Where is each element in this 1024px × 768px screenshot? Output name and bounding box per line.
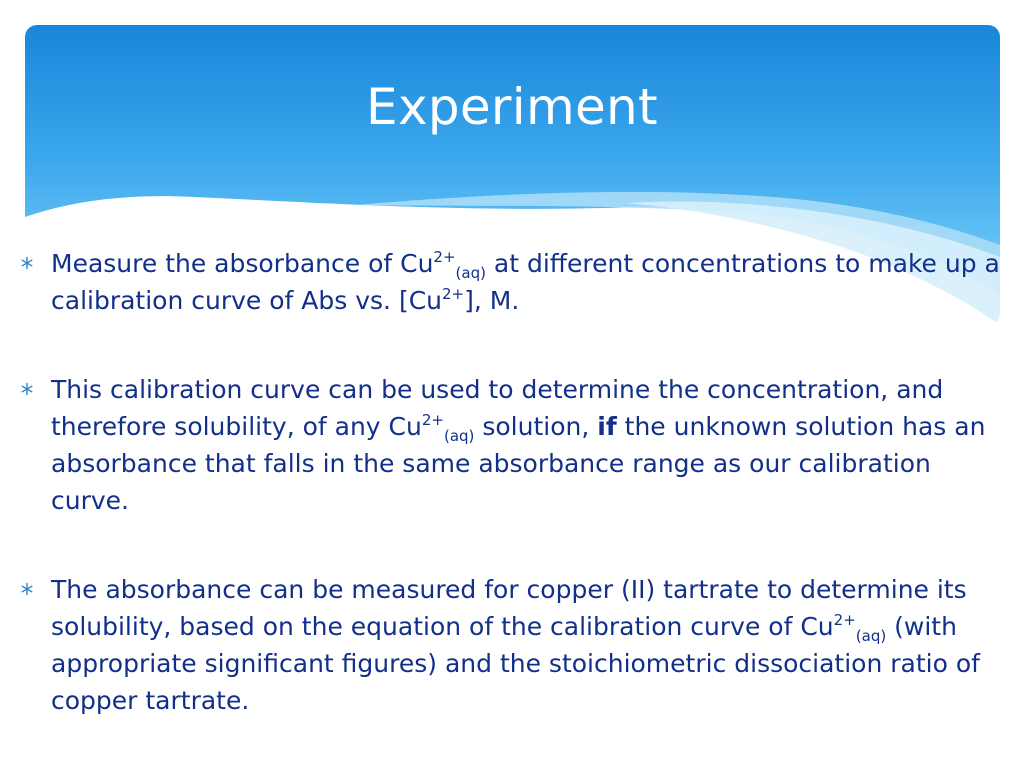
bullet-1-text-a: Measure the absorbance of Cu <box>51 249 434 278</box>
bullet-item-2 <box>20 371 1010 519</box>
bullet-1-text-b: at different concentrations to make up a calibration curve of Abs vs. [Cu <box>51 249 1000 315</box>
bullet-2-bold: if <box>597 412 617 441</box>
bullet-3-text-a: The absorbance can be measured for copper (II) tartrate to determine its solubility, based on the equation of the calibration curve of Cu <box>51 575 967 641</box>
asterisk-bullet-icon <box>20 582 34 596</box>
bullet-3-sup-a: 2+ <box>833 611 856 629</box>
bullet-1-sub-a: (aq) <box>455 264 486 282</box>
bullet-2-text-b: solution, <box>474 412 598 441</box>
bullet-2-text-a: This calibration curve can be used to determine the concentration, and therefore solubility, of any Cu <box>51 375 944 441</box>
bullet-list <box>20 245 1010 719</box>
bullet-1-sup-b: 2+ <box>442 285 465 303</box>
asterisk-bullet-icon <box>20 382 34 396</box>
bullet-1-text-c: ], M. <box>464 286 520 315</box>
bullet-1-sup-a: 2+ <box>433 248 456 266</box>
slide-title: Experiment <box>366 78 658 136</box>
bullet-3-text-b: (with appropriate significant figures) and the stoichiometric dissociation ratio of copper tartrate. <box>51 612 980 715</box>
bullet-2-sup-a: 2+ <box>421 411 444 429</box>
bullet-item-1 <box>20 245 1010 319</box>
bullet-2-text-c: the unknown solution has an absorbance that falls in the same absorbance range as our calibration curve. <box>51 412 986 515</box>
asterisk-bullet-icon <box>20 256 34 270</box>
bullet-2-sub-a: (aq) <box>443 427 475 445</box>
bullet-item-3 <box>20 571 1010 719</box>
bullet-3-sub-a: (aq) <box>855 627 887 645</box>
